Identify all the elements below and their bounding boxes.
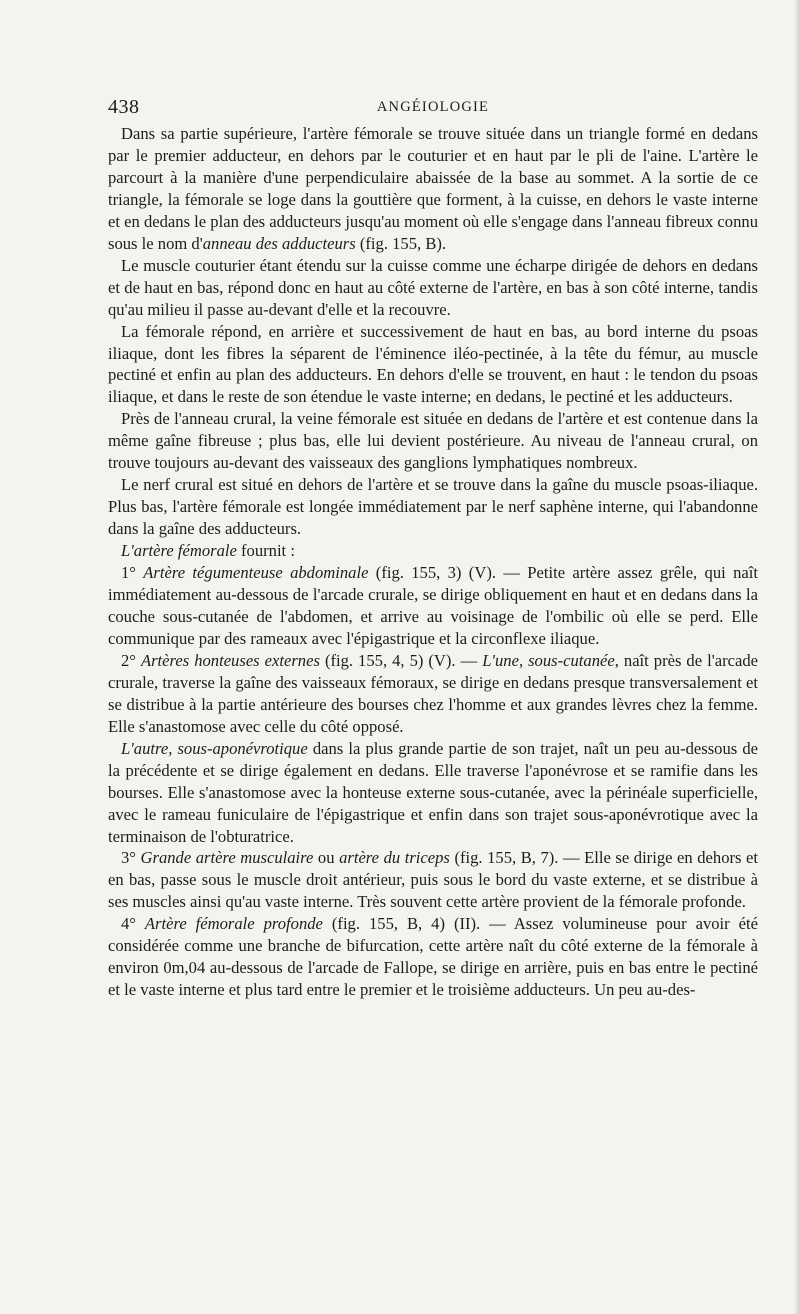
- text-run: (fig. 155, B, 4) (II). — Assez volumineuse pour avoir été considérée comme une branche de bifurcation, cette artère naît du côté externe de la fémorale à environ 0m,04 au-dessous de l'arcade de Fallope, se dirige en arrière, puis en bas entre le pectiné et le vaste interne et plus tard entre le premier et le troisième adducteurs. Un peu au-des-: [108, 914, 758, 1000]
- text-run: 2°: [121, 650, 141, 670]
- paragraph-p5: [108, 474, 758, 540]
- paragraph-p2: [108, 255, 758, 321]
- paragraph-p10: [108, 847, 758, 913]
- paragraph-p3: [108, 321, 758, 409]
- paragraph-p9: [108, 738, 758, 848]
- italic-term: L'une, sous-cutanée: [482, 650, 615, 670]
- text-run: (fig. 155, 4, 5) (V). —: [319, 650, 483, 670]
- italic-term: Grande artère musculaire: [140, 848, 314, 868]
- text-run: 1°: [121, 563, 144, 583]
- text-run: dans la plus grande partie de son trajet, naît un peu au-dessous de la précédente et se dirige également en dedans. Elle traverse l'aponévrose et se ramifie dans les bourses. Elle s'anastomose avec la honteuse externe sous-cutanée, avec la périnéale superficielle, avec le rameau funiculaire de l'épigastrique et enfin dans son trajet sous-aponévrotique avec la terminaison de l'obturatrice.: [108, 738, 758, 846]
- text-run: Le nerf crural est situé en dehors de l'artère et se trouve dans la gaîne du muscle psoas-iliaque. Plus bas, l'artère fémorale est longée immédiatement par le nerf saphène interne, qui l'abandonne dans la gaîne des adducteurs.: [108, 475, 758, 539]
- italic-term: anneau des adducteurs: [202, 233, 356, 253]
- text-run: (fig. 155, B).: [355, 233, 447, 253]
- text-run: 3°: [121, 848, 141, 868]
- page-header: [108, 96, 758, 120]
- text-run: (fig. 155, 3) (V). — Petite artère assez grêle, qui naît immédiatement au-dessous de l'arcade crurale, se dirige obliquement en haut et en dedans dans la couche sous-cutanée de l'abdomen, et arrive au voisinage de l'ombilic où elle se perd. Elle communique par des rameaux avec l'épigastrique et la circonflexe iliaque.: [108, 563, 758, 648]
- text-run: Dans sa partie supérieure, l'artère fémorale se trouve située dans un triangle formé en dedans par le premier adducteur, en dehors par le couturier et en haut par le pli de l'aine. L'artère le parcourt à la manière d'une perpendiculaire abaissée de la base au sommet. A la sortie de ce triangle, la fémorale se loge dans la gouttière que forment, à la cuisse, en dehors le vaste interne et en dedans le plan des adducteurs jusqu'au moment où elle s'engage dans l'anneau fibreux connu sous le nom d': [108, 124, 758, 253]
- text-run: (fig. 155, B, 7). — Elle se dirige en dehors et en bas, passe sous le muscle droit antérieur, puis sous le bord du vaste externe, et se distribue à ses muscles ainsi qu'au vaste interne. Très souvent cette artère provient de la fémorale profonde.: [108, 848, 759, 912]
- italic-term: Artères honteuses externes: [140, 650, 320, 670]
- italic-term: Artère fémorale profonde: [144, 914, 323, 934]
- text-run: Près de l'anneau crural, la veine fémorale est située en dedans de l'artère et est contenue dans la même gaîne fibreuse ; plus bas, elle lui devient postérieure. Au niveau de l'anneau crural, on trouve toujours au-devant des vaisseaux des ganglions lymphatiques nombreux.: [108, 409, 758, 473]
- italic-term: L'autre, sous-aponévrotique: [121, 738, 308, 758]
- paragraph-p6: [108, 540, 758, 562]
- paragraph-p7: [108, 562, 758, 650]
- paragraph-p4: [108, 408, 758, 474]
- page-edge-shadow: [794, 0, 800, 1314]
- paragraph-p1: [108, 123, 758, 255]
- text-run: , naît près de l'arcade crurale, traverse la gaîne des vaisseaux fémoraux, se dirige en dedans presque transversalement et se distribue à la partie antérieure des bourses chez l'homme et aux grandes lèvres chez la femme. Elle s'anastomose avec celle du côté opposé.: [108, 650, 758, 736]
- paragraph-p11: [108, 913, 758, 1001]
- italic-term: artère du triceps: [339, 848, 450, 868]
- italic-term: Artère tégumenteuse abdominale: [143, 563, 369, 583]
- paragraph-p8: [108, 650, 758, 738]
- page-number: 438: [108, 96, 140, 118]
- body-text: [108, 123, 758, 1001]
- text-run: Le muscle couturier étant étendu sur la cuisse comme une écharpe dirigée de dehors en dedans et de haut en bas, répond donc en haut au côté externe de l'artère, en bas à son côté interne, tandis qu'au milieu il passe au-devant d'elle et la recouvre.: [108, 255, 758, 319]
- text-run: La fémorale répond, en arrière et successivement de haut en bas, au bord interne du psoas iliaque, dont les fibres la séparent de l'éminence iléo-pectinée, à la tête du fémur, au muscle pectiné et enfin au plan des adducteurs. En dehors d'elle se trouvent, en haut : le tendon du psoas iliaque, et dans le reste de son étendue le vaste interne; en dedans, le pectiné et les adducteurs.: [108, 321, 758, 407]
- text-run: 4°: [121, 914, 145, 934]
- running-head: ANGÉIOLOGIE: [376, 99, 490, 115]
- italic-term: L'artère fémorale: [121, 541, 237, 561]
- text-run: fournit :: [236, 541, 295, 561]
- text-run: ou: [313, 848, 340, 868]
